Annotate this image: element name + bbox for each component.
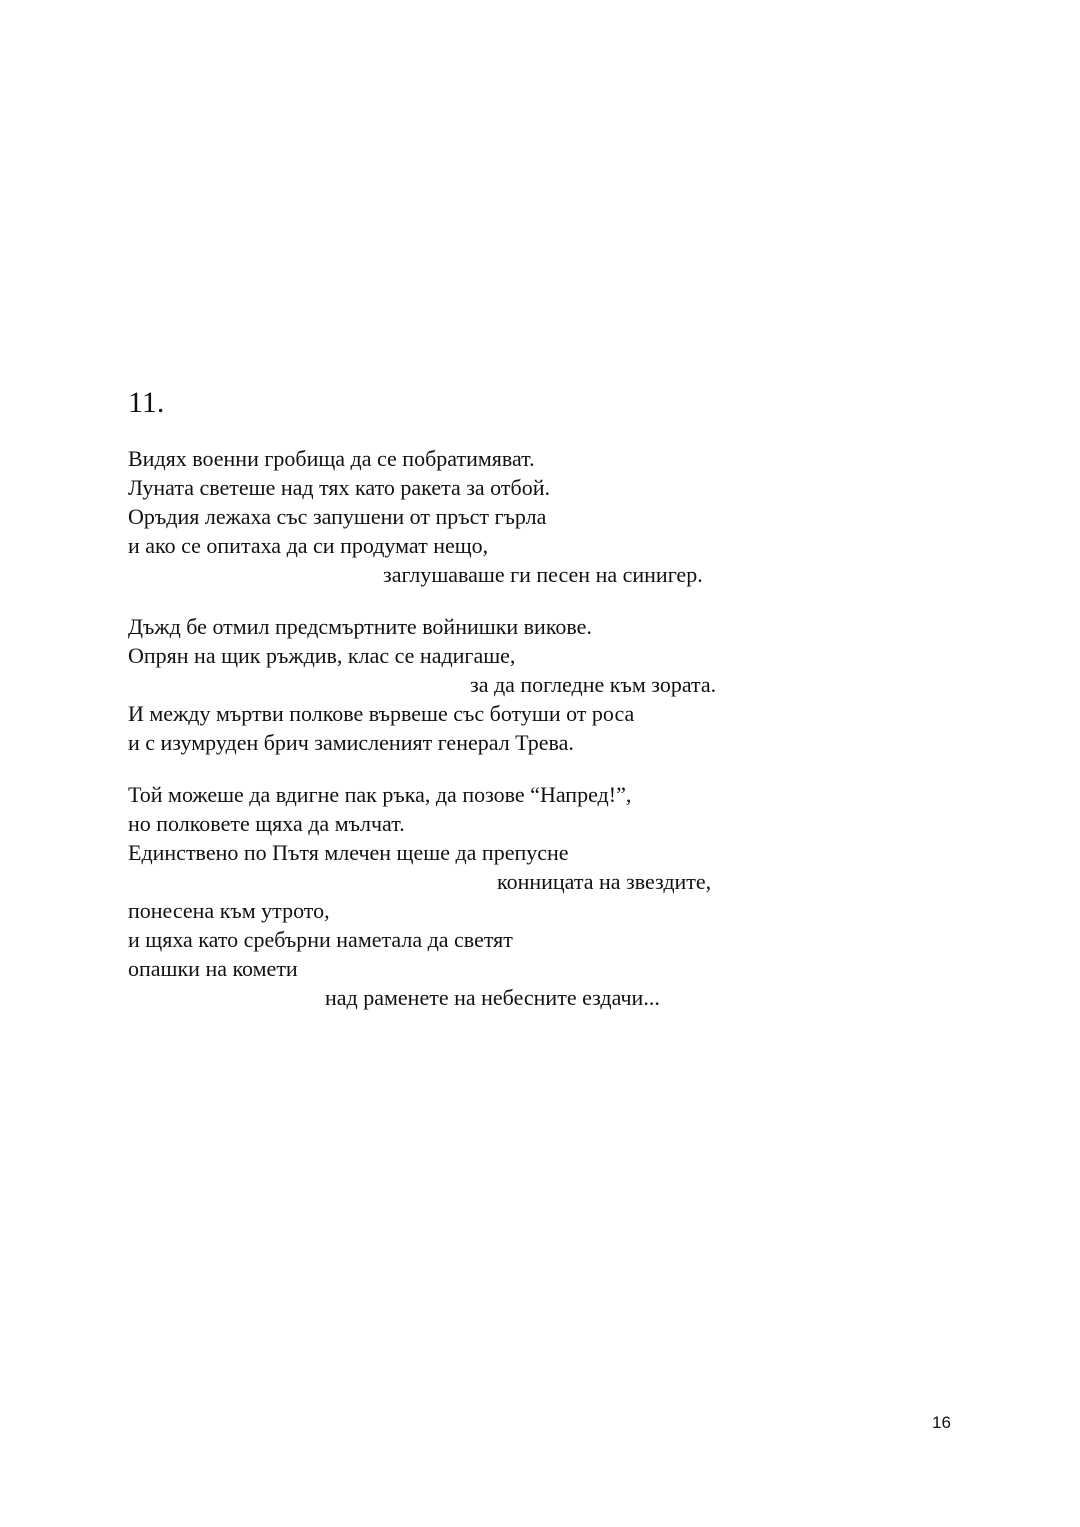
poem-number: 11.: [128, 386, 165, 419]
poem-line: Оръдия лежаха със запушени от пръст гърла: [128, 504, 547, 529]
poem-line: И между мъртви полкове вървеше със ботуши от роса: [128, 701, 635, 726]
poem-line: конницата на звездите,: [497, 869, 712, 894]
poem-line: и ако се опитаха да си продумат нещо,: [128, 533, 489, 558]
poem-line: за да погледне към зората.: [470, 672, 717, 697]
poem-line: понесена към утрото,: [128, 898, 330, 923]
poem-line: заглушаваше ги песен на синигер.: [383, 562, 703, 587]
poem-line: Той можеше да вдигне пак ръка, да позове “Напред!”,: [128, 782, 632, 807]
poem-line: Луната светеше над тях като ракета за отбой.: [128, 475, 550, 500]
poem-line: и с изумруден брич замисленият генерал Трева.: [128, 730, 574, 755]
poem-line: Опрян на щик ръждив, клас се надигаше,: [128, 643, 516, 668]
poem-line: и щяха като сребърни наметала да светят: [128, 927, 513, 952]
poem-line: над раменете на небесните ездачи...: [325, 985, 660, 1010]
poem-line: опашки на комети: [128, 956, 298, 981]
page-number: 16: [932, 1413, 951, 1432]
poem-line: Видях военни гробища да се побратимяват.: [128, 446, 535, 471]
poem-line: Дъжд бе отмил предсмъртните войнишки викове.: [128, 614, 592, 639]
poem-line: Единствено по Пътя млечен щеше да препусне: [128, 840, 569, 865]
poem-line: но полковете щяха да мълчат.: [128, 811, 405, 836]
